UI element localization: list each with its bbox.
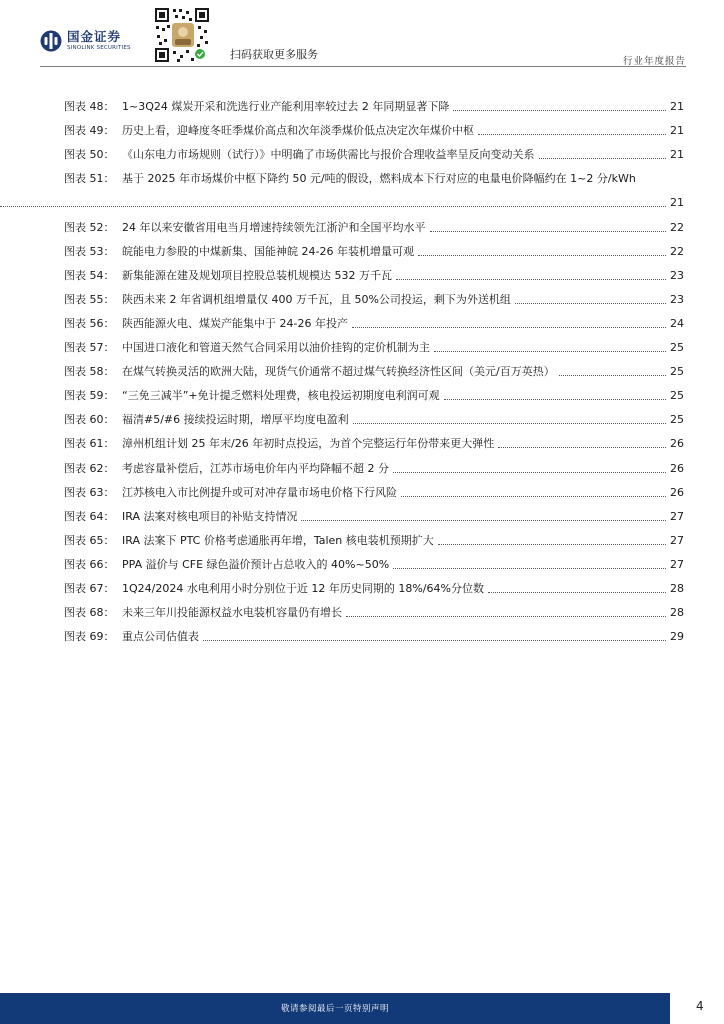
- toc-entry-label: 图表 57：: [64, 341, 115, 355]
- toc-entry-label: 图表 55：: [64, 292, 115, 306]
- page-number: 4: [696, 999, 704, 1013]
- toc-leader-dots: [418, 255, 666, 256]
- toc-entry-label: 图表 61：: [64, 437, 115, 451]
- toc-entry-title: IRA 法案下 PTC 价格考虑通胀再年增，Talen 核电装机预期扩大: [122, 533, 434, 547]
- toc-leader-dots: [352, 327, 666, 328]
- toc-entry-page: 27: [670, 509, 684, 523]
- toc-entry-title: 中国进口液化和管道天然气合同采用以油价挂钩的定价机制为主: [122, 341, 430, 355]
- toc-entry-label: 图表 69：: [64, 630, 115, 644]
- toc-entry-page: 22: [670, 244, 684, 258]
- toc-entry[interactable]: [64, 572, 684, 596]
- toc-entry[interactable]: [64, 596, 684, 620]
- toc-entry[interactable]: [64, 210, 684, 234]
- toc-entry-label: 图表 48：: [64, 100, 115, 114]
- toc-leader-dots: [401, 496, 666, 497]
- report-type-label: 行业年度报告: [622, 56, 686, 67]
- toc-entry-title: PPA 溢价与 CFE 绿色溢价预计占总收入的 40%~50%: [122, 557, 390, 571]
- toc-entry-label: 图表 58：: [64, 365, 115, 379]
- toc-leader-dots: [515, 303, 666, 304]
- toc-entry[interactable]: [64, 427, 684, 451]
- toc-entry-continuation[interactable]: [0, 186, 684, 210]
- toc-leader-dots: [0, 206, 666, 207]
- toc-entry-page: 25: [670, 413, 684, 427]
- toc-entry-label: 图表 51：: [64, 172, 115, 186]
- page-header: [0, 0, 724, 66]
- toc-entry-page: 22: [670, 220, 684, 234]
- toc-leader-dots: [393, 472, 666, 473]
- sinolink-logo-icon: [40, 30, 62, 52]
- toc-entry-title: 陕西能源火电、煤炭产能集中于 24-26 年投产: [122, 316, 348, 330]
- toc-entry[interactable]: [64, 355, 684, 379]
- toc-leader-dots: [478, 134, 666, 135]
- sinolink-logo: [40, 30, 131, 52]
- toc-entry[interactable]: [64, 379, 684, 403]
- toc-entry[interactable]: [64, 524, 684, 548]
- toc-entry-title: 新集能源在建及规划项目控股总装机规模达 532 万千瓦: [122, 268, 392, 282]
- toc-leader-dots: [434, 351, 666, 352]
- toc-entry-label: 图表 59：: [64, 389, 115, 403]
- toc-entry[interactable]: [64, 162, 684, 186]
- toc-leader-dots: [353, 423, 666, 424]
- toc-leader-dots: [393, 568, 666, 569]
- toc-entry-page: 21: [670, 100, 684, 114]
- toc-entry-page: 25: [670, 365, 684, 379]
- toc-entry-title: 漳州机组计划 25 年末/26 年初时点投运，为首个完整运行年份带来更大弹性: [122, 437, 495, 451]
- toc-entry-title: 福清#5/#6 接续投运时期，增厚平均度电盈利: [122, 413, 349, 427]
- toc-entry-title: 《山东电力市场规则（试行）》中明确了市场供需比与报价合理收益率呈反向变动关系: [122, 148, 535, 162]
- toc-entry[interactable]: [64, 307, 684, 331]
- toc-entry-title: 考虑容量补偿后，江苏市场电价年内平均降幅不超 2 分: [122, 461, 389, 475]
- toc-entry[interactable]: [64, 500, 684, 524]
- toc-leader-dots: [444, 399, 666, 400]
- toc-leader-dots: [453, 110, 666, 111]
- header-divider: [40, 66, 686, 67]
- toc-entry-title: IRA 法案对核电项目的补贴支持情况: [122, 509, 298, 523]
- toc-leader-dots: [488, 592, 666, 593]
- toc-entry-label: 图表 63：: [64, 485, 115, 499]
- toc-entry[interactable]: [64, 451, 684, 475]
- toc-entry-page: 24: [670, 316, 684, 330]
- toc-entry-label: 图表 60：: [64, 413, 115, 427]
- toc-leader-dots: [346, 616, 666, 617]
- toc-entry-label: 图表 52：: [64, 220, 115, 234]
- toc-entry[interactable]: [64, 138, 684, 162]
- qr-code-icon[interactable]: [153, 6, 211, 64]
- toc-entry-label: 图表 64：: [64, 509, 115, 523]
- toc-entry-label: 图表 54：: [64, 268, 115, 282]
- toc-entry-page: 27: [670, 557, 684, 571]
- toc-entry-page: 25: [670, 341, 684, 355]
- toc-entry-label: 图表 62：: [64, 461, 115, 475]
- toc-leader-dots: [539, 158, 667, 159]
- toc-entry-page: 27: [670, 533, 684, 547]
- toc-entry-label: 图表 53：: [64, 244, 115, 258]
- toc-leader-dots: [559, 375, 666, 376]
- toc-entry-title: 历史上看，迎峰度冬旺季煤价高点和次年淡季煤价低点决定次年煤价中枢: [122, 124, 474, 138]
- toc-entry[interactable]: [64, 283, 684, 307]
- toc-entry-page: 28: [670, 606, 684, 620]
- toc-entry-label: 图表 56：: [64, 316, 115, 330]
- toc-entry-label: 图表 65：: [64, 533, 115, 547]
- toc-entry-label: 图表 68：: [64, 606, 115, 620]
- toc-entry[interactable]: [64, 331, 684, 355]
- toc-entry-page: 26: [670, 437, 684, 451]
- page-footer: [0, 993, 724, 1024]
- toc-entry-title: 基于 2025 年市场煤价中枢下降约 50 元/吨的假设，燃料成本下行对应的电量电价降幅约在 1~2 分/kWh: [122, 172, 636, 186]
- toc-entry-page: 26: [670, 461, 684, 475]
- toc-entry-title: 1Q24/2024 水电利用小时分别位于近 12 年历史同期的 18%/64%分位数: [122, 581, 484, 595]
- toc-entry-page: 21: [670, 196, 684, 210]
- toc-entry[interactable]: [64, 548, 684, 572]
- toc-entry-page: 23: [670, 292, 684, 306]
- toc-leader-dots: [301, 520, 666, 521]
- toc-entry-title: 24 年以来安徽省用电当月增速持续领先江浙沪和全国平均水平: [122, 220, 426, 234]
- toc-leader-dots: [396, 279, 666, 280]
- toc-entry[interactable]: [64, 620, 684, 644]
- toc-entry-page: 21: [670, 124, 684, 138]
- toc-entry-title: 1~3Q24 煤炭开采和洗选行业产能利用率较过去 2 年同期显著下降: [122, 100, 450, 114]
- toc-entry-page: 26: [670, 485, 684, 499]
- toc-entry-title: “三免三减半”+免计提乏燃料处理费，核电投运初期度电利润可观: [122, 389, 440, 403]
- toc-entry-label: 图表 66：: [64, 557, 115, 571]
- toc-entry[interactable]: [64, 114, 684, 138]
- toc-entry-page: 28: [670, 581, 684, 595]
- toc-entry[interactable]: [64, 90, 684, 114]
- toc-entry-page: 21: [670, 148, 684, 162]
- toc-entry-page: 29: [670, 630, 684, 644]
- toc-entry[interactable]: [64, 476, 684, 500]
- toc-leader-dots: [203, 640, 666, 641]
- toc-entry-label: 图表 50：: [64, 148, 115, 162]
- toc-entry-title: 皖能电力参股的中煤新集、国能神皖 24-26 年装机增量可观: [122, 244, 414, 258]
- logo-name-en: SINOLINK SECURITIES: [67, 44, 131, 51]
- toc-entry-title: 在煤气转换灵活的欧洲大陆，现货气价通常不超过煤气转换经济性区间（美元/百万英热）: [122, 365, 555, 379]
- toc-entry-label: 图表 49：: [64, 124, 115, 138]
- toc-leader-dots: [438, 544, 666, 545]
- toc-entry-title: 江苏核电入市比例提升或可对冲存量市场电价格下行风险: [122, 485, 397, 499]
- toc-entry-page: 25: [670, 389, 684, 403]
- footer-bar: [0, 993, 670, 1024]
- scan-qr-caption: 扫码获取更多服务: [230, 48, 318, 61]
- table-of-figures: [64, 90, 684, 644]
- toc-entry-title: 未来三年川投能源权益水电装机容量仍有增长: [122, 606, 342, 620]
- toc-leader-dots: [430, 231, 667, 232]
- footer-disclaimer: 敬请参阅最后一页特别声明: [280, 1004, 389, 1014]
- toc-leader-dots: [498, 447, 666, 448]
- logo-name-cn: 国金证券: [67, 29, 122, 44]
- toc-entry-label: 图表 67：: [64, 581, 115, 595]
- toc-entry-title: 陕西未来 2 年省调机组增量仅 400 万千瓦，且 50%公司投运，剩下为外送机组: [122, 292, 511, 306]
- toc-entry[interactable]: [64, 235, 684, 259]
- toc-entry[interactable]: [64, 259, 684, 283]
- toc-entry-title: 重点公司估值表: [122, 630, 199, 644]
- toc-entry[interactable]: [64, 403, 684, 427]
- toc-entry-page: 23: [670, 268, 684, 282]
